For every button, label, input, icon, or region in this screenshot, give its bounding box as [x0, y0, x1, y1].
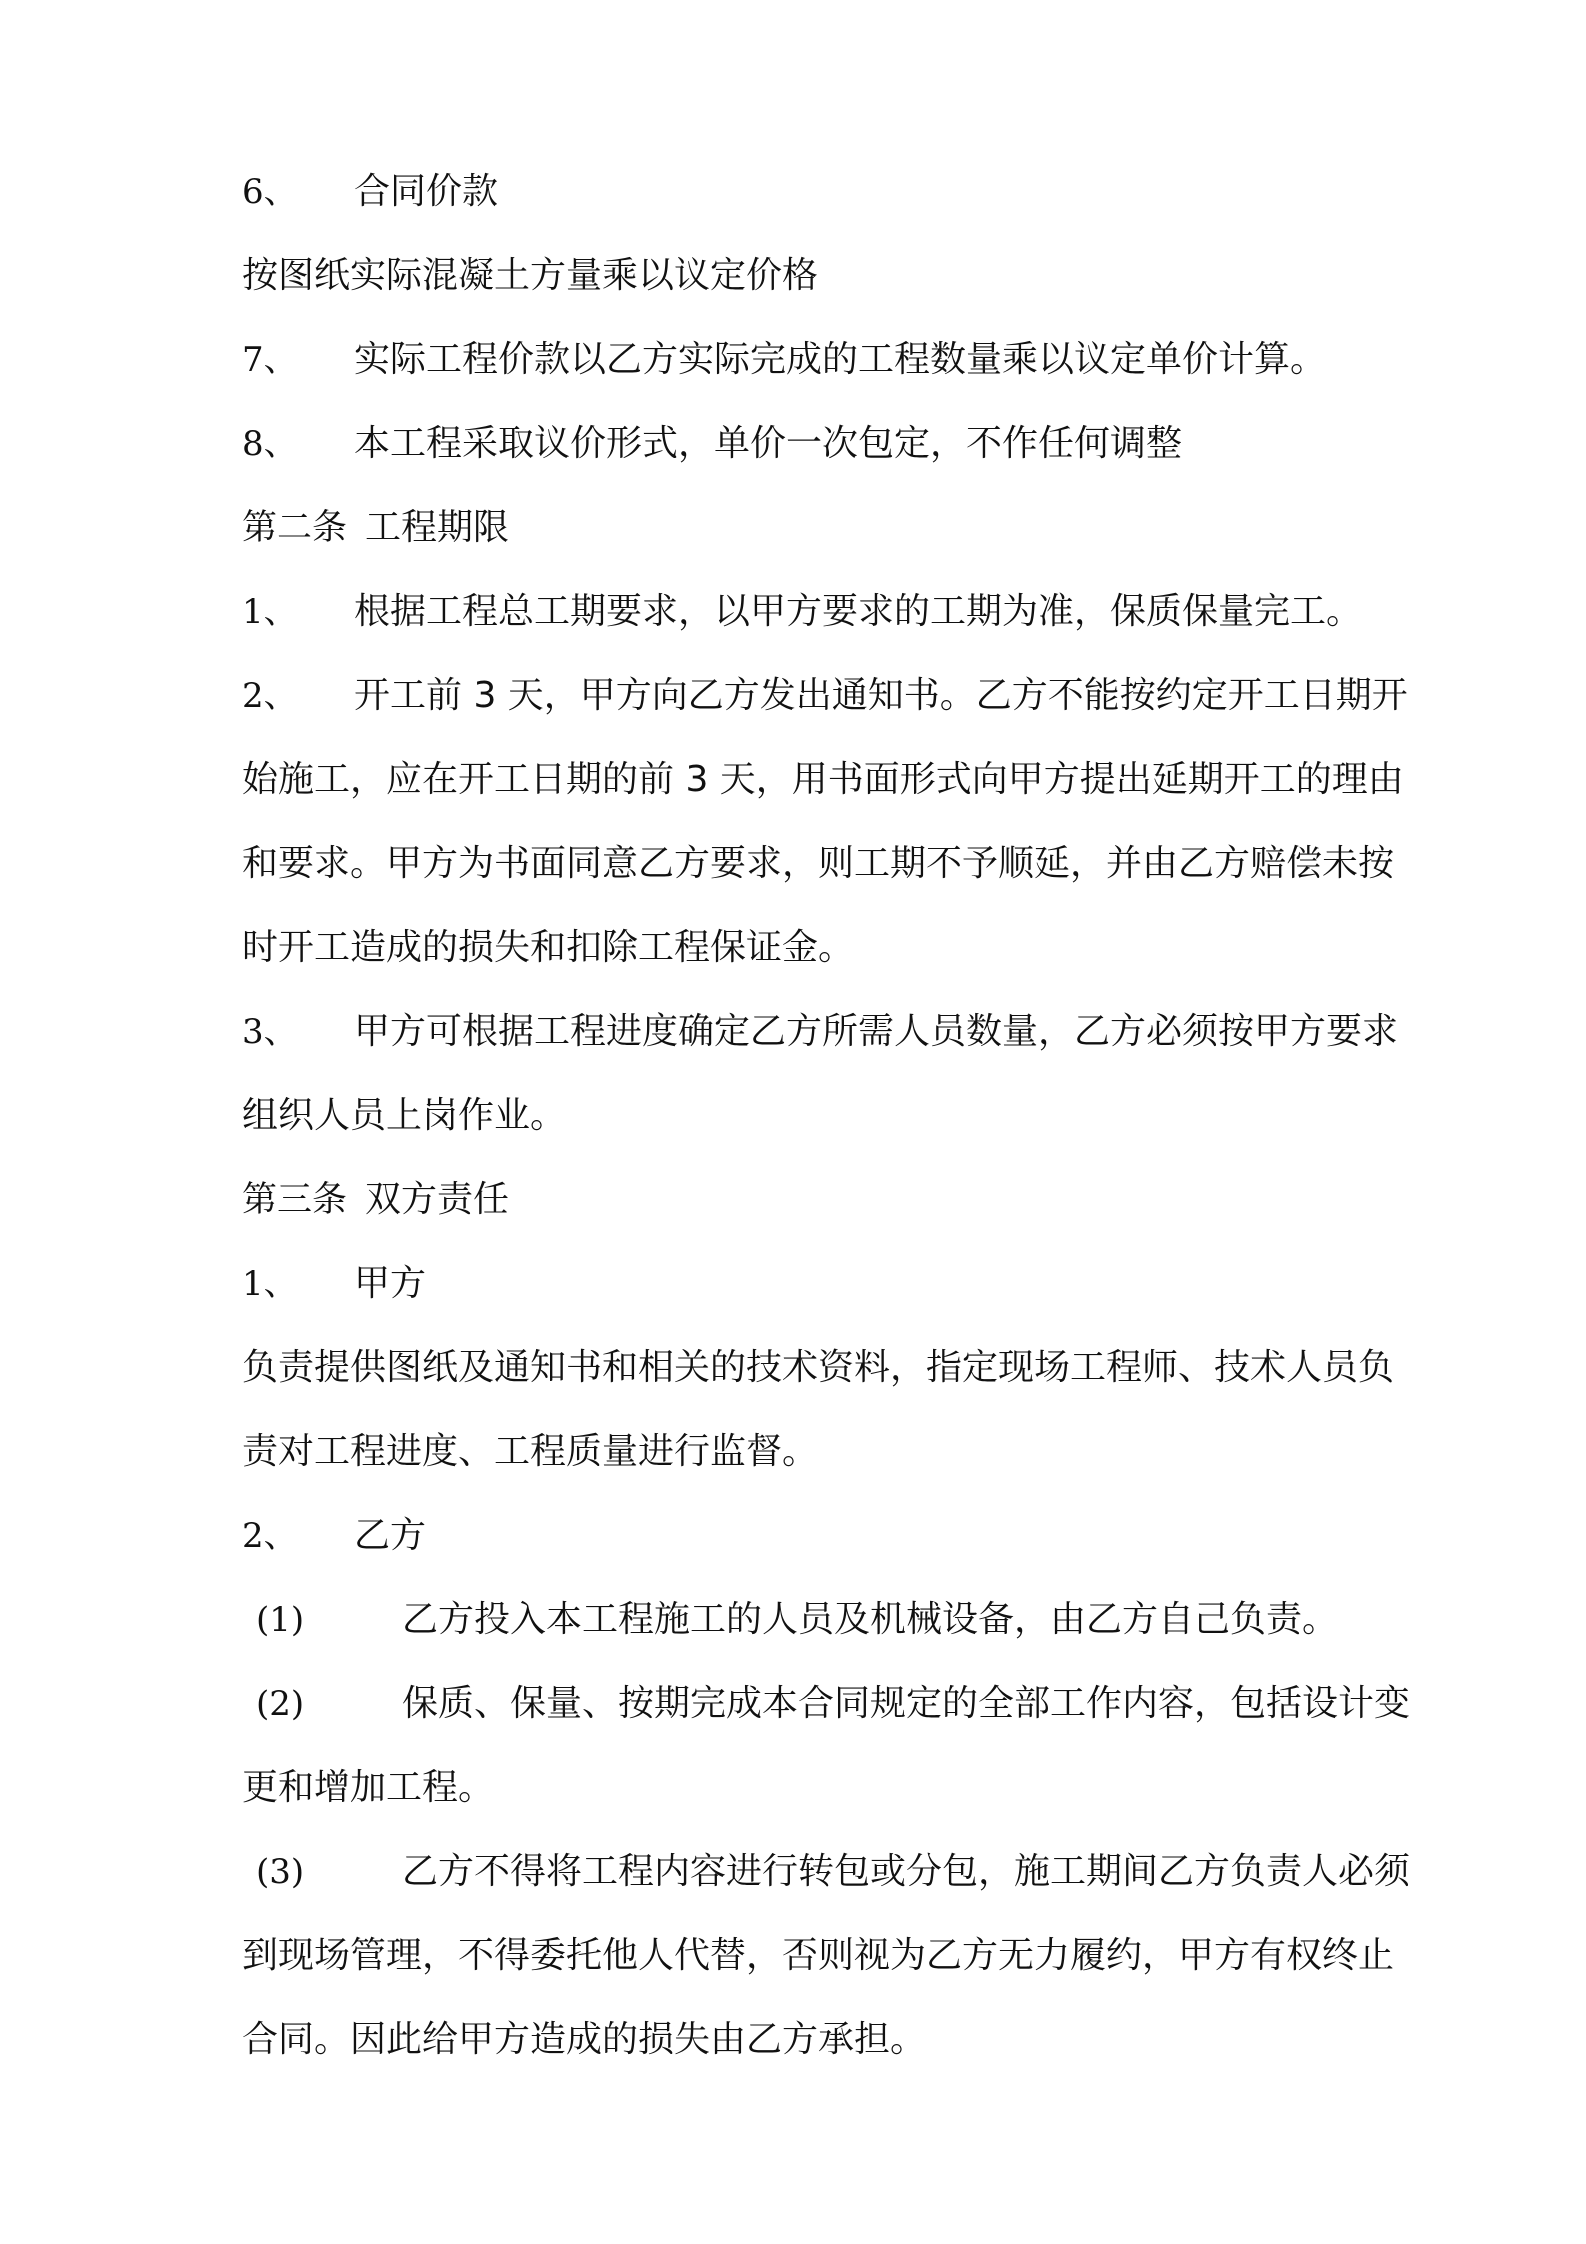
item-text: 合同价款 — [354, 171, 499, 212]
item-number: 8、 — [242, 424, 298, 464]
item-text: 开工前 3 天，甲方向乙方发出通知书。乙方不能按约定开工日期开 — [354, 675, 1408, 716]
sub-list-item — [242, 1662, 1452, 1746]
paragraph-text: 组织人员上岗作业。 — [242, 1095, 567, 1136]
item-text: 实际工程价款以乙方实际完成的工程数量乘以议定单价计算。 — [354, 339, 1327, 380]
item-number: 2、 — [242, 676, 298, 716]
article-title: 双方责任 — [365, 1179, 510, 1220]
paragraph-text: 责对工程进度、工程质量进行监督。 — [242, 1431, 819, 1472]
sub-list-item — [242, 1830, 1452, 1914]
item-number: 6、 — [242, 172, 298, 212]
paragraph-line — [242, 234, 1452, 318]
sub-item-text: 乙方投入本工程施工的人员及机械设备，由乙方自己负责。 — [402, 1599, 1339, 1640]
item-number: 3、 — [242, 1012, 298, 1052]
sub-item-text: 乙方不得将工程内容进行转包或分包，施工期间乙方负责人必须 — [402, 1851, 1411, 1892]
item-number: 1、 — [242, 1264, 298, 1304]
sub-item-number: (3) — [256, 1852, 305, 1892]
list-item — [242, 402, 1452, 486]
paragraph-line — [242, 1410, 1452, 1494]
item-number: 1、 — [242, 592, 298, 632]
list-item — [242, 990, 1452, 1074]
sub-list-item — [242, 1578, 1452, 1662]
paragraph-line — [242, 1998, 1452, 2082]
document-body — [242, 150, 1452, 2082]
item-text: 根据工程总工期要求，以甲方要求的工期为准，保质保量完工。 — [354, 591, 1363, 632]
article-label: 第三条 — [242, 1180, 348, 1220]
article-label: 第二条 — [242, 508, 348, 548]
list-item — [242, 570, 1452, 654]
sub-item-number: (2) — [256, 1684, 305, 1724]
list-item — [242, 318, 1452, 402]
list-item — [242, 654, 1452, 738]
paragraph-line — [242, 1326, 1452, 1410]
sub-item-text: 保质、保量、按期完成本合同规定的全部工作内容，包括设计变 — [402, 1683, 1411, 1724]
item-number: 7、 — [242, 340, 298, 380]
paragraph-line — [242, 1074, 1452, 1158]
article-heading — [242, 486, 1452, 570]
list-item — [242, 150, 1452, 234]
paragraph-text: 按图纸实际混凝土方量乘以议定价格 — [242, 255, 819, 296]
paragraph-line — [242, 1914, 1452, 1998]
article-heading — [242, 1158, 1452, 1242]
paragraph-line — [242, 1746, 1452, 1830]
item-text: 乙方 — [354, 1515, 427, 1556]
paragraph-text: 时开工造成的损失和扣除工程保证金。 — [242, 927, 855, 968]
paragraph-text: 始施工，应在开工日期的前 3 天，用书面形式向甲方提出延期开工的理由 — [242, 759, 1404, 800]
paragraph-text: 负责提供图纸及通知书和相关的技术资料，指定现场工程师、技术人员负 — [242, 1347, 1395, 1388]
item-text: 甲方可根据工程进度确定乙方所需人员数量，乙方必须按甲方要求 — [354, 1011, 1399, 1052]
paragraph-line — [242, 738, 1452, 822]
paragraph-text: 更和增加工程。 — [242, 1767, 495, 1808]
list-item — [242, 1494, 1452, 1578]
item-text: 本工程采取议价形式，单价一次包定，不作任何调整 — [354, 423, 1183, 464]
paragraph-line — [242, 822, 1452, 906]
article-title: 工程期限 — [365, 507, 510, 548]
paragraph-line — [242, 906, 1452, 990]
paragraph-text: 到现场管理，不得委托他人代替，否则视为乙方无力履约，甲方有权终止 — [242, 1935, 1395, 1976]
item-number: 2、 — [242, 1516, 298, 1556]
list-item — [242, 1242, 1452, 1326]
item-text: 甲方 — [354, 1263, 427, 1304]
paragraph-text: 和要求。甲方为书面同意乙方要求，则工期不予顺延，并由乙方赔偿未按 — [242, 843, 1395, 884]
paragraph-text: 合同。因此给甲方造成的损失由乙方承担。 — [242, 2019, 927, 2060]
sub-item-number: (1) — [256, 1600, 305, 1640]
